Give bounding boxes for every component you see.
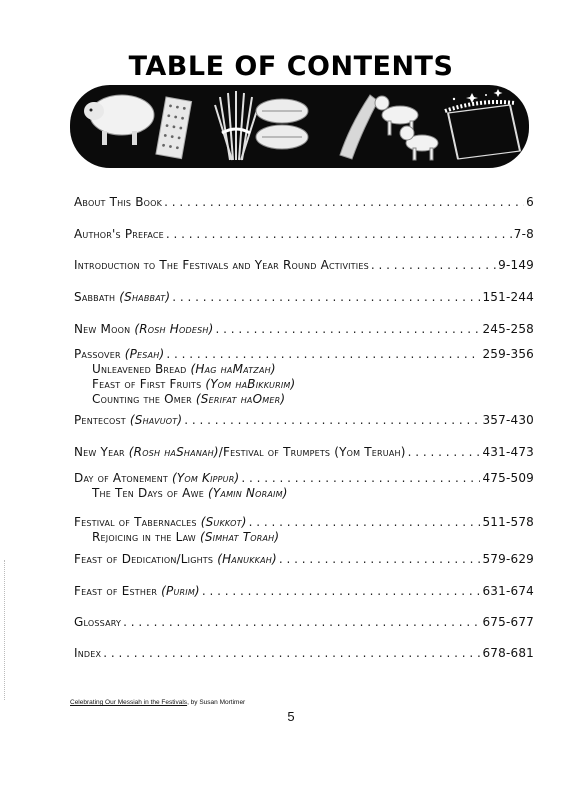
dot-leader <box>103 645 480 661</box>
toc-subentry-title: Feast of First Fruits <box>92 377 206 391</box>
toc-subentry-hebrew-name: (Yamin Noraim) <box>207 486 288 500</box>
shofar-icon <box>340 95 378 159</box>
toc-entry-label <box>74 583 200 599</box>
toc-entry-title: Day of Atonement <box>74 471 172 485</box>
toc-entry-pages: 475-509 <box>482 471 534 485</box>
toc-entry-title: New Moon <box>74 322 135 336</box>
book-credit <box>70 699 245 706</box>
toc-entry-title: Author's Preface <box>74 227 164 241</box>
toc-entry[interactable] <box>74 194 534 210</box>
toc-entry[interactable] <box>74 226 534 242</box>
toc-entry-title: Index <box>74 646 102 660</box>
toc-entry-label <box>74 645 101 661</box>
toc-entry-title: Sabbath <box>74 290 120 304</box>
toc-entry-title-continued: /Festival of Trumpets (Yom Teruah) <box>218 445 406 459</box>
toc-entry-label <box>74 289 170 305</box>
toc-entry-title: Passover <box>74 347 125 361</box>
toc-entry-label <box>74 514 247 530</box>
toc-subentry[interactable] <box>74 392 534 407</box>
toc-entry-hebrew-name: (Shabbat) <box>119 290 171 304</box>
book-byline: , by Susan Mortimer <box>187 699 246 706</box>
toc-entry-label <box>74 257 369 273</box>
toc-entry-line <box>74 321 534 337</box>
toc-entry-hebrew-name: (Yom Kippur) <box>171 471 240 485</box>
dot-leader <box>184 412 480 428</box>
toc-entry-hebrew-name: (Rosh haShanah) <box>128 445 219 459</box>
toc-subentry-title: Unleavened Bread <box>92 362 191 376</box>
scan-edge <box>4 560 5 700</box>
toc-entry-hebrew-name: (Rosh Hodesh) <box>134 322 214 336</box>
toc-entry-hebrew-name: (Sukkot) <box>200 515 247 529</box>
dot-leader <box>249 514 481 530</box>
toc-subentry-hebrew-name: (Yom haBikkurim) <box>205 377 296 391</box>
toc-subentry-hebrew-name: (Simhat Torah) <box>199 530 280 544</box>
toc-entry-line <box>74 614 534 630</box>
toc-entry-line <box>74 645 534 661</box>
lamb-icon <box>84 95 154 145</box>
toc-entry[interactable] <box>74 346 534 407</box>
toc-entry-line <box>74 514 534 530</box>
toc-subentry-hebrew-name: (Hag haMatzah) <box>190 362 276 376</box>
dot-leader <box>371 257 496 273</box>
toc-entry-line <box>74 194 534 210</box>
toc-entry-line <box>74 346 534 362</box>
dot-leader <box>408 444 481 460</box>
toc-entry-hebrew-name: (Shavuot) <box>129 413 183 427</box>
toc-entry-label <box>74 412 182 428</box>
toc-entry-pages: 245-258 <box>482 322 534 336</box>
toc-entry-pages: 631-674 <box>482 584 534 598</box>
toc-entry-pages: 511-578 <box>482 515 534 529</box>
matzah-icon <box>156 97 192 159</box>
toc-entry[interactable] <box>74 551 534 567</box>
toc-subentry-title: The Ten Days of Awe <box>92 486 208 500</box>
toc-entry[interactable] <box>74 583 534 599</box>
toc-subentry-title: Rejoicing in the Law <box>92 530 200 544</box>
toc-entry-title: Feast of Esther <box>74 584 162 598</box>
toc-entry[interactable] <box>74 257 534 273</box>
toc-entry-label <box>74 194 162 210</box>
toc-entry-line <box>74 444 534 460</box>
toc-entry-pages: 579-629 <box>482 552 534 566</box>
toc-entry-hebrew-name: (Pesah) <box>124 347 165 361</box>
challah-bread-icon <box>256 99 308 149</box>
toc-entry-pages: 675-677 <box>482 615 534 629</box>
toc-subentry[interactable] <box>74 377 534 392</box>
toc-subentry-title: Counting the Omer <box>92 392 196 406</box>
dot-leader <box>279 551 481 567</box>
toc-entry-pages: 9-149 <box>498 258 534 272</box>
toc-entry-title: Festival of Tabernacles <box>74 515 201 529</box>
toc-entry-pages: 6 <box>526 195 534 209</box>
toc-entry-label <box>74 470 239 486</box>
toc-entry-line <box>74 470 534 486</box>
toc-entry-pages: 357-430 <box>482 413 534 427</box>
toc-entry-label <box>74 551 277 567</box>
page-number: 5 <box>287 709 295 724</box>
toc-entry-pages: 7-8 <box>513 227 534 241</box>
festival-banner <box>70 85 529 168</box>
sukkah-icon <box>445 89 520 159</box>
toc-entry[interactable] <box>74 514 534 545</box>
toc-entry[interactable] <box>74 444 534 460</box>
toc-entry-title: New Year <box>74 445 129 459</box>
dot-leader <box>164 194 524 210</box>
toc-entry-title: About This Book <box>74 195 163 209</box>
dot-leader <box>166 346 480 362</box>
toc-entry[interactable] <box>74 470 534 501</box>
toc-subentry-hebrew-name: (Serifat haOmer) <box>195 392 286 406</box>
toc-entry[interactable] <box>74 289 534 305</box>
toc-entry-title: Feast of Dedication/Lights <box>74 552 218 566</box>
toc-entry-title: Pentecost <box>74 413 130 427</box>
toc-entry-title: Glossary <box>74 615 122 629</box>
dot-leader <box>241 470 480 486</box>
toc-entry-label <box>74 346 164 362</box>
toc-entry[interactable] <box>74 321 534 337</box>
dot-leader <box>166 226 512 242</box>
toc-entry-line <box>74 289 534 305</box>
toc-entry-label <box>74 321 213 337</box>
toc-entry-hebrew-name: (Hanukkah) <box>217 552 277 566</box>
toc-entry-pages: 151-244 <box>482 290 534 304</box>
toc-entry[interactable] <box>74 645 534 661</box>
toc-entry-label <box>74 444 406 460</box>
page-title: TABLE OF CONTENTS <box>128 51 454 82</box>
toc-entry-line <box>74 551 534 567</box>
toc-entry[interactable] <box>74 412 534 428</box>
toc-entry-label <box>74 226 164 242</box>
toc-entry-pages: 431-473 <box>482 445 534 459</box>
toc-entry-label <box>74 614 121 630</box>
dot-leader <box>172 289 480 305</box>
toc-entry-title: Introduction to The Festivals and Year Round Activities <box>74 258 369 272</box>
toc-entry-pages: 678-681 <box>482 646 534 660</box>
toc-subentry[interactable] <box>74 486 534 501</box>
dot-leader <box>123 614 480 630</box>
toc-entry-pages: 259-356 <box>482 347 534 361</box>
toc-entry-line <box>74 257 534 273</box>
toc-subentry[interactable] <box>74 362 534 377</box>
toc-entry[interactable] <box>74 614 534 630</box>
book-title-link[interactable]: Celebrating Our Messiah in the Festivals <box>70 699 188 706</box>
toc-entry-hebrew-name: (Purim) <box>161 584 200 598</box>
toc-subentry[interactable] <box>74 530 534 545</box>
toc-entry-line <box>74 583 534 599</box>
toc-entry-line <box>74 226 534 242</box>
dot-leader <box>202 583 481 599</box>
goats-icon <box>375 96 438 160</box>
dot-leader <box>215 321 480 337</box>
toc-entry-line <box>74 412 534 428</box>
wheat-sheaf-icon <box>215 91 258 160</box>
